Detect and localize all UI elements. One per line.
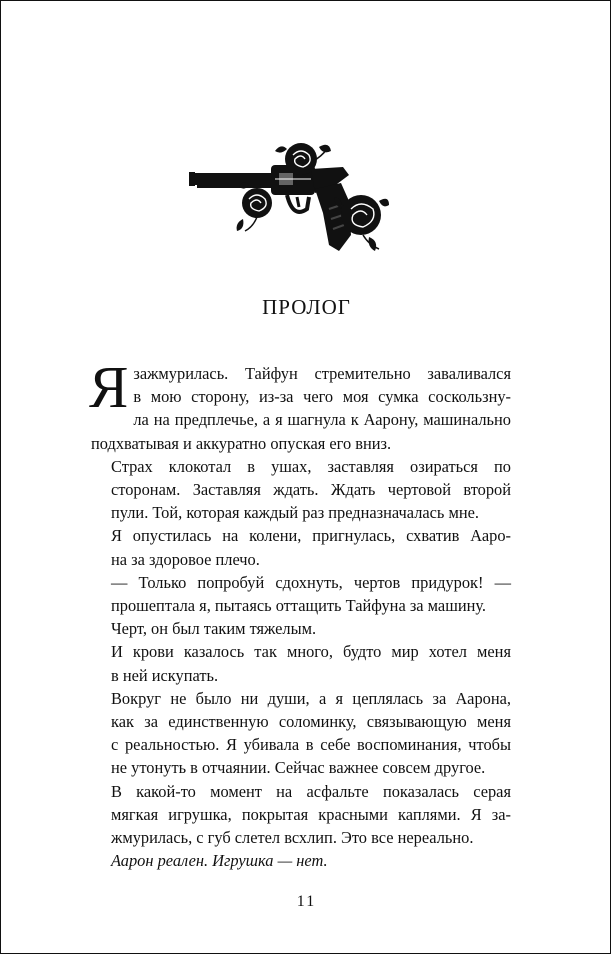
paragraph [91, 640, 511, 686]
text-line: сторонам. Заставляя ждать. Ждать чертовой второй [111, 480, 511, 500]
text-line: Страх клокотал в ушах, заставляя озираться по [111, 456, 511, 476]
paragraph [89, 354, 511, 455]
text-line: Я опустилась на колени, пригнулась, схватив Ааро- [111, 526, 511, 546]
text-line: с реальностью. Я убивала в себе воспоминания, чтобы [111, 735, 511, 755]
paragraph [91, 524, 511, 570]
drop-cap: Я [89, 354, 129, 420]
text-line: ла на предплечье, а я шагнула к Аарону, машинально [133, 410, 511, 430]
paragraph [91, 849, 511, 872]
text-line: не утонуть в отчаянии. Сейчас важнее совсем другое. [111, 758, 486, 778]
page-number: 11 [296, 893, 317, 910]
text-line: подхватывая и аккуратно опуская его вниз. [91, 433, 392, 453]
text-line: на за здоровое плечо. [111, 549, 260, 569]
body-text [89, 354, 511, 872]
text-line: как за единственную соломинку, связывающую меня [111, 712, 511, 732]
paragraph [91, 571, 511, 617]
revolver-with-roses-icon [183, 139, 393, 259]
text-line: И крови казалось так много, будто мир хотел меня [111, 642, 511, 662]
paragraph [91, 617, 511, 640]
paragraph [91, 455, 511, 525]
text-line: прошептала я, пытаясь оттащить Тайфуна за машину. [111, 596, 487, 616]
text-line: Вокруг не было ни души, а я цеплялась за Аарона, [111, 688, 511, 708]
text-line: — Только попробуй сдохнуть, чертов придурок! — [111, 572, 511, 592]
text-line: пули. Той, которая каждый раз предназначалась мне. [111, 503, 480, 523]
text-line: в ней искупать. [111, 665, 219, 685]
chapter-title: ПРОЛОГ [262, 295, 351, 319]
paragraph [91, 687, 511, 780]
text-line: мягкая игрушка, покрытая красными каплями. Я за- [111, 804, 511, 824]
text-line: зажмурилась. Тайфун стремительно заваливался [133, 364, 511, 383]
text-line: В какой-то момент на асфальте показалась серая [111, 781, 511, 801]
text-line: Черт, он был таким тяжелым. [111, 619, 317, 639]
text-line: жмурилась, с губ слетел всхлип. Это все нереально. [111, 828, 474, 848]
paragraph [91, 780, 511, 850]
text-line: Аарон реален. Игрушка — нет. [111, 851, 328, 871]
text-line: в мою сторону, из-за чего моя сумка соскользну- [133, 387, 511, 407]
